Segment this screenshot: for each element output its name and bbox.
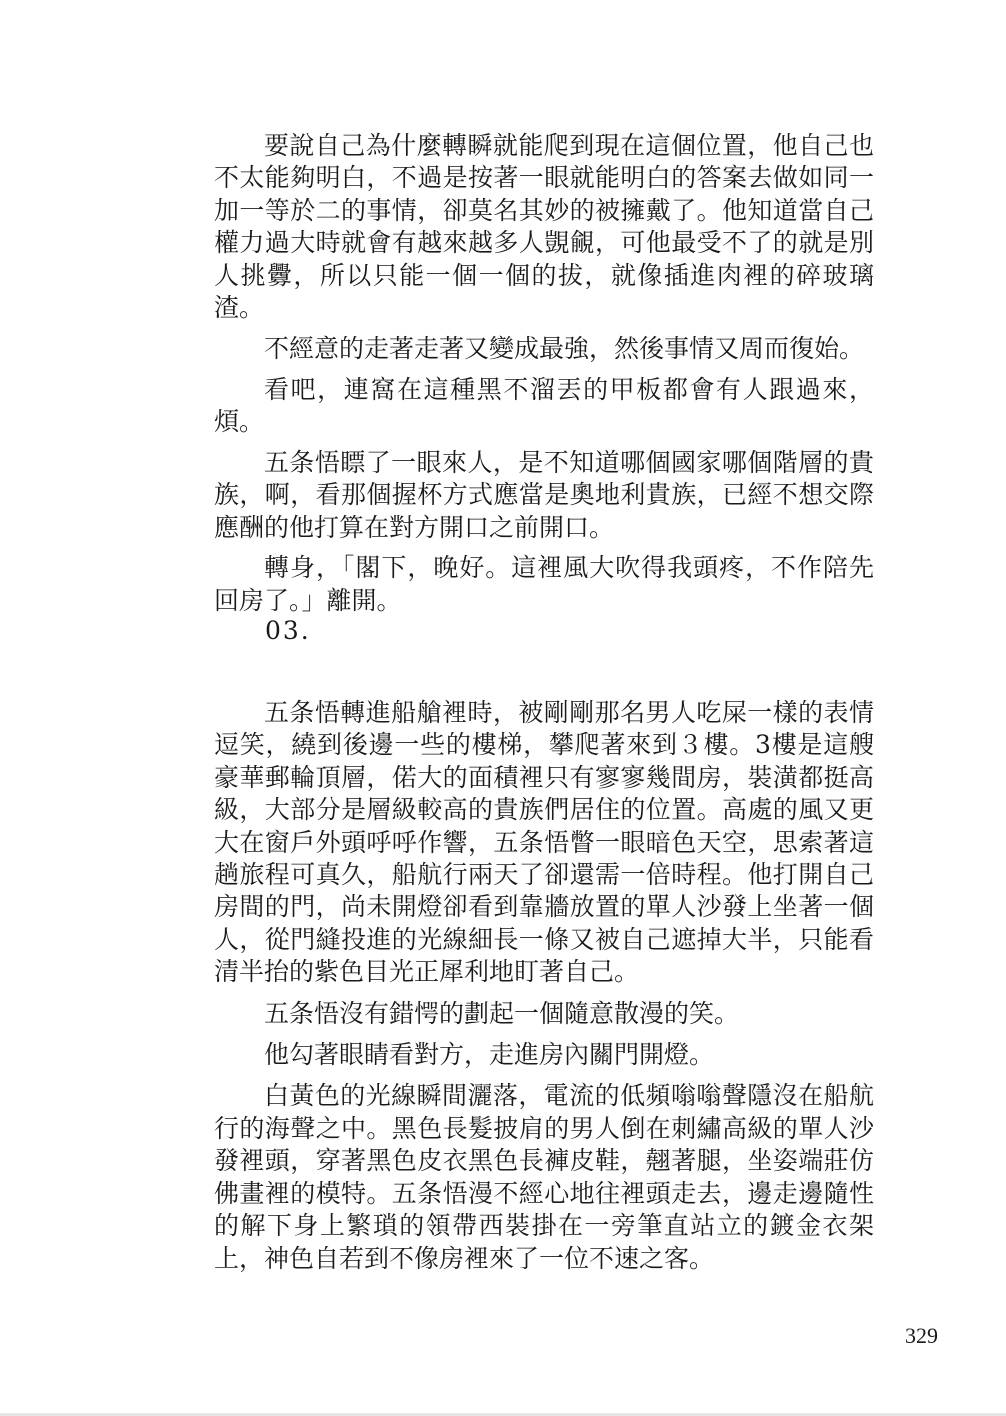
text-section-2 (214, 697, 874, 1284)
paragraph: 要說自己為什麼轉瞬就能爬到現在這個位置，他自己也不太能夠明白，不過是按著一眼就能明白的答案去做如同一加一等於二的事情，卻莫名其妙的被擁戴了。他知道當自己權力過大時就會有越來越多人覬覦，可他最受不了的就是別人挑釁，所以只能一個一個的拔，就像插進肉裡的碎玻璃渣。 (214, 131, 874, 323)
paragraph: 白黃色的光線瞬間灑落，電流的低頻嗡嗡聲隱沒在船航行的海聲之中。黑色長髮披肩的男人倒在刺繡高級的單人沙發裡頭，穿著黑色皮衣黑色長褲皮鞋，翹著腿，坐姿端莊仿佛畫裡的模特。五条悟漫不經心地往裡頭走去，邊走邊隨性的解下身上繁瑣的領帶西裝掛在一旁筆直站立的鍍金衣架上，神色自若到不像房裡來了一位不速之客。 (214, 1081, 874, 1273)
paragraph: 五条悟瞟了一眼來人，是不知道哪個國家哪個階層的貴族，啊，看那個握杯方式應當是奧地利貴族，已經不想交際應酬的他打算在對方開口之前開口。 (214, 447, 874, 542)
paragraph: 不經意的走著走著又變成最強，然後事情又周而復始。 (264, 333, 865, 363)
paragraph: 五条悟沒有錯愕的劃起一個隨意散漫的笑。 (264, 998, 740, 1028)
text-section-1 (214, 130, 874, 626)
page-number: 329 (905, 1323, 938, 1348)
paragraph: 看吧，連窩在這種黑不溜丟的甲板都會有人跟過來，煩。 (214, 374, 874, 437)
paragraph: 轉身，「閣下，晚好。這裡風大吹得我頭疼，不作陪先回房了。」離開。 (214, 553, 874, 615)
paragraph: 五条悟轉進船艙裡時，被剛剛那名男人吃屎一樣的表情逗笑，繞到後邊一些的樓梯，攀爬著來到３樓。3樓是這艘豪華郵輪頂層，偌大的面積裡只有寥寥幾間房，裝潢都挺高級，大部分是層級較高的貴族們居住的位置。高處的風又更大在窗戶外頭呼呼作響，五条悟瞥一眼暗色天空，思索著這趟旅程可真久，船航行兩天了卻還需一倍時程。他打開自己房間的門，尚未開燈卻看到靠牆放置的單人沙發上坐著一個人，從門縫投進的光線細長一條又被自己遮掉大半，只能看清半抬的紫色目光正犀利地盯著自己。 (214, 698, 874, 987)
chapter-heading: 03. (265, 616, 311, 645)
paragraph: 他勾著眼睛看對方，走進房內關門開燈。 (264, 1040, 715, 1070)
